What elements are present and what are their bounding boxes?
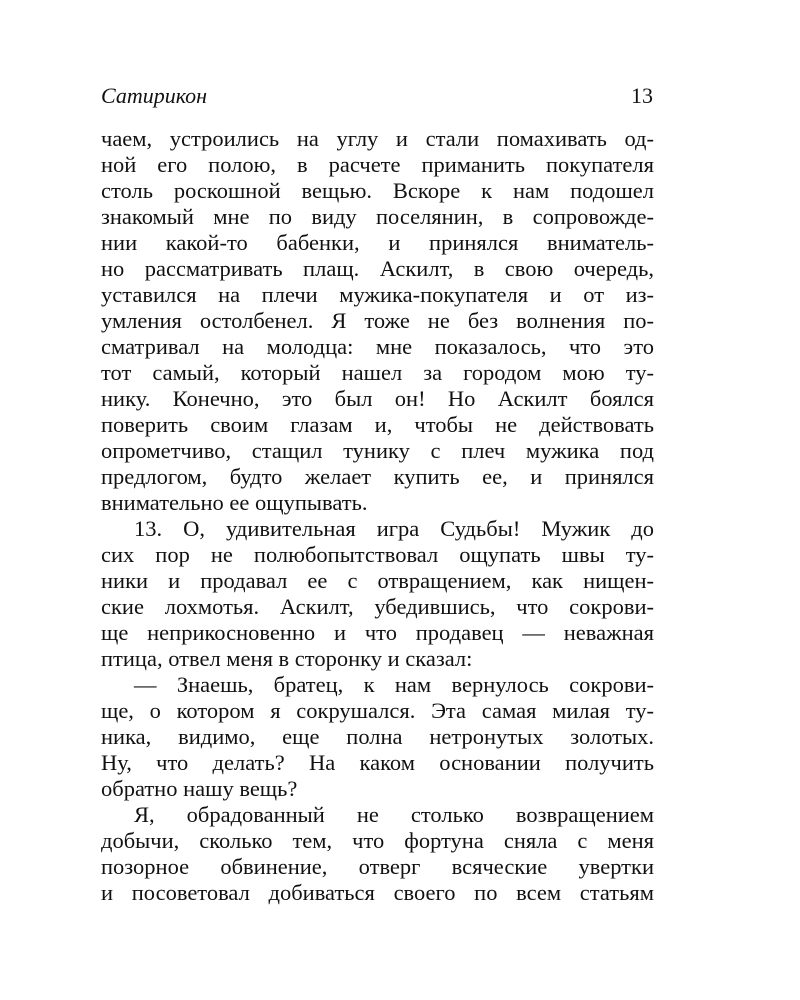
text-line: предлогом, будто желает купить ее, и принялся — [101, 464, 654, 489]
text-line: Я, обрадованный не столько возвращением — [134, 802, 654, 827]
text-line: ще, о котором я сокрушался. Эта самая милая ту- — [101, 698, 654, 723]
text-line: опрометчиво, стащил тунику с плеч мужика под — [101, 438, 654, 463]
text-line: тот самый, который нашел за городом мою ту- — [101, 360, 654, 385]
body-text — [101, 126, 654, 906]
text-line: чаем, устроились на углу и стали помахивать од- — [101, 126, 654, 151]
text-line: — Знаешь, братец, к нам вернулось сокрови- — [134, 672, 654, 697]
text-line: добычи, сколько тем, что фортуна сняла с меня — [101, 828, 654, 853]
running-header-title: Сатирикон — [101, 83, 208, 108]
text-line: столь роскошной вещью. Вскоре к нам подошел — [101, 178, 654, 203]
text-line: 13. О, удивительная игра Судьбы! Мужик до — [134, 516, 654, 541]
text-line: обратно нашу вещь? — [101, 776, 298, 801]
text-line: сих пор не полюбопытствовал ощупать швы ту- — [101, 542, 654, 567]
text-line: умления остолбенел. Я тоже не без волнения по- — [101, 308, 654, 333]
text-line: ще неприкосновенно и что продавец — неважная — [101, 620, 654, 645]
text-line: Ну, что делать? На каком основании получить — [101, 750, 654, 775]
text-line: ские лохмотья. Аскилт, убедившись, что сокрови- — [101, 594, 654, 619]
text-line: птица, отвел меня в сторонку и сказал: — [101, 646, 473, 671]
text-line: поверить своим глазам и, чтобы не действовать — [101, 412, 654, 437]
text-line: знакомый мне по виду поселянин, в сопровожде- — [101, 204, 654, 229]
text-line: ники и продавал ее с отвращением, как нищен- — [101, 568, 654, 593]
text-line: позорное обвинение, отверг всяческие увертки — [101, 854, 654, 879]
text-line: нии какой-то бабенки, и принялся вниматель- — [101, 230, 654, 255]
page-number: 13 — [631, 83, 653, 108]
text-line: ной его полою, в расчете приманить покупателя — [101, 152, 654, 177]
text-line: внимательно ее ощупывать. — [101, 490, 368, 515]
text-line: но рассматривать плащ. Аскилт, в свою очередь, — [101, 256, 654, 281]
text-line: и посоветовал добиваться своего по всем статьям — [101, 880, 654, 905]
text-line: ника, видимо, еще полна нетронутых золотых. — [101, 724, 654, 749]
text-line: нику. Конечно, это был он! Но Аскилт боялся — [101, 386, 654, 411]
text-line: уставился на плечи мужика-покупателя и от из- — [101, 282, 654, 307]
text-line: сматривал на молодца: мне показалось, что это — [101, 334, 654, 359]
